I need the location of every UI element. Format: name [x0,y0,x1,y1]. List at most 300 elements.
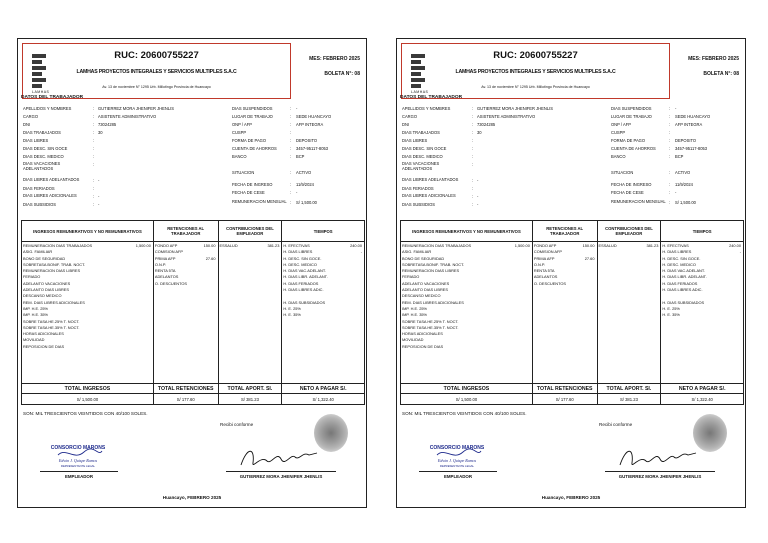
logo-text: LAMHAS [411,90,429,94]
field-separator: : [290,170,292,175]
field-label: DIAS TRABAJADOS [23,130,61,135]
field-separator: : [93,122,95,127]
line-item [599,243,660,249]
field-label: APELLIDOS Y NOMBRES [23,106,72,111]
item-label: IMP. H.E. 35% [402,312,428,318]
field-separator: : [472,130,474,135]
item-amount: 150.00 [203,243,216,248]
item-label: H. DESC. SIN GOCE. [283,255,322,261]
total-value: S/ 1,500.00 [22,394,154,405]
employer-label: EMPLEADOR [64,474,94,479]
item-label: H. E. 25% [662,305,680,311]
item-label: REPOSICION DE DIAS [402,343,444,349]
item-label: MOVILIDAD [23,337,45,343]
field-label: DIAS DESC. MEDICO [23,154,64,159]
field-label: FORMA DE PAGO [232,138,267,143]
field-separator: : [290,130,292,135]
field-separator: : [93,178,95,183]
item-label: SOBRE TASA HE.35% T. NOCT. [402,324,459,330]
item-label: PRIMA AFP [154,255,176,261]
item-label: REM. DIAS LIBRES ADICIONALES [402,299,464,305]
field-value: - [98,194,100,199]
line-item [283,312,363,318]
company-stamp [419,443,495,471]
field-label: FECHA DE INGRESO [232,182,273,187]
field-separator: : [669,130,671,135]
field-value: - [675,190,677,195]
field-value: 3457-95117-8053 [675,146,708,151]
field-label: DIAS TRABAJADOS [402,130,440,135]
total-value: S/ 1,322.40 [282,394,365,405]
totals-value-row [22,394,365,405]
field-separator: : [472,122,474,127]
total-value: S/ 177.60 [153,394,218,405]
field-separator: : [290,190,292,195]
column-retenciones [532,242,597,384]
field-value: S/ 1,500.00 [675,200,696,205]
employee-label: GUTIERREZ MORA JHENIFER JHENLIS [239,474,323,479]
field-separator: : [472,114,474,119]
item-label: ESSALUD [219,243,238,248]
field-separator: : [93,114,95,119]
field-label: CUENTA DE AHORROS [232,146,277,151]
item-label: RENTA 5TA [533,268,555,274]
line-item [662,312,742,318]
total-value: S/ 177.60 [532,394,597,405]
item-label: DESCANSO MEDICO [402,293,441,299]
employee-label: GUTIERREZ MORA JHENIFER JHENLIS [618,474,702,479]
column-tiempos [282,242,365,384]
item-amount: - [739,249,741,255]
item-label: SOBRE TASA HE.35% T. NOCT. [23,324,80,330]
field-value: - [675,106,677,111]
field-value: 30 [98,130,103,135]
field-value: SEDE HUANCAYO [296,114,332,119]
table-header: CONTRIBUCIONES DEL EMPLEADOR [218,221,282,242]
stamp-role: REPRESENTANTE LEGAL [60,464,96,468]
total-label: TOTAL APORT. SI. [597,384,661,394]
ruc-number: RUC: 20600755227 [114,50,199,61]
item-label: PRIMA AFP [533,255,555,261]
field-value: AFP INTEGRA [296,122,324,127]
item-label: H. DIAS LIBRES [662,249,692,255]
item-label: H. DIAS LIBRES ADIC. [662,287,703,293]
item-label: H. EFECTIVAS [283,243,310,248]
item-label: ADELANTO DIAS LIBRES [402,287,448,293]
field-label: DIAS LIBRES ADICIONALES [402,193,456,198]
item-label: H. DIAS FERIADOS [283,280,319,286]
employee-sign-line [605,471,715,472]
field-label: DIAS VACACIONES ADELANTADOS [402,161,440,171]
field-value: 30 [477,130,482,135]
item-label: SOBRE TASA HE.25% T. NOCT. [402,318,459,324]
item-label: ADELANTOS [154,274,179,280]
total-value: S/ 381.23 [218,394,282,405]
field-label: DIAS LIBRES [402,138,428,143]
field-label: DIAS SUSPENDIDOS [232,106,273,111]
item-label: REMUNERACION DIAS TRABAJADOS [402,243,472,248]
company-name: LAMHAS PROYECTOS INTEGRALES Y SERVICIOS MULTIPLES S.A.C [455,69,616,75]
field-separator: : [472,154,474,159]
line-item [402,344,531,350]
item-label: MOVILIDAD [402,337,424,343]
field-separator: : [290,200,292,205]
item-label: RENTA 5TA [154,268,176,274]
stamp-name: Edwin J. Quispe Ramos [437,458,477,463]
line-item [534,281,596,287]
item-label: H. DESC. SIN GOCE. [662,255,701,261]
field-value: 11/9/2024 [675,182,693,187]
field-separator: : [93,154,95,159]
stamp-company: CONSORCIO MARONS [429,445,485,451]
field-separator: : [93,202,95,207]
employee-sign-line [226,471,336,472]
item-label: H. E. 35% [662,312,680,318]
item-amount: 1,500.00 [135,243,151,248]
field-value: DEPOSITO [296,138,318,143]
place-date: Huancayo, FEBRERO 2025 [162,495,222,500]
field-separator: : [472,162,474,167]
field-separator: : [669,114,671,119]
table-body-row [401,242,744,384]
total-label: TOTAL RETENCIONES [153,384,218,394]
item-label: O.N.P. [154,261,167,267]
field-separator: : [669,146,671,151]
field-value: GUTIERREZ MORA JHENIFER JHENLIS [477,106,553,111]
item-label: ADELANTO VACACIONES [23,280,71,286]
field-label: DIAS FERIADOS [23,186,55,191]
item-label: H. DIAS SUBSIDIADOS [662,299,705,305]
boleta-number: BOLETA N°: 08 [703,71,739,77]
field-label: ONP / AFP [232,122,252,127]
field-separator: : [93,162,95,167]
field-label: DIAS SUBSIDIOS [23,202,56,207]
field-separator: : [93,130,95,135]
item-amount: 240.00 [729,243,741,248]
total-value: S/ 1,322.40 [661,394,744,405]
field-label: FECHA DE CESE [232,190,265,195]
company-name: LAMHAS PROYECTOS INTEGRALES Y SERVICIOS MULTIPLES S.A.C [76,69,237,75]
item-amount: 27.60 [205,255,216,261]
company-stamp [40,443,116,471]
stamp-role: REPRESENTANTE LEGAL [439,464,475,468]
field-label: CARGO [402,114,418,119]
logo-text: LAMHAS [32,90,50,94]
item-label: O. DESCUENTOS [154,280,188,286]
field-label: DNI [402,122,410,127]
field-label: DIAS LIBRES [23,138,49,143]
field-value: - [98,178,100,183]
total-value: S/ 381.23 [597,394,661,405]
item-label: REPOSICION DE DIAS [23,343,65,349]
field-value: BCP [675,154,684,159]
item-amount: - [360,249,362,255]
field-label: LUGAR DE TRABAJO [611,114,652,119]
field-label: DIAS DESC. MEDICO [402,154,443,159]
field-label: BANCO [232,154,247,159]
field-value: GUTIERREZ MORA JHENIFER JHENLIS [98,106,174,111]
item-label: IMP. H.E. 35% [23,312,49,318]
field-value: AFP INTEGRA [675,122,703,127]
item-label: H. DIAS VAC.ADELANT. [283,268,326,274]
field-value: - [98,202,100,207]
employer-sign-line [419,471,497,472]
column-ingresos [401,242,533,384]
field-separator: : [472,186,474,191]
boleta-number: BOLETA N°: 08 [324,71,360,77]
field-separator: : [290,146,292,151]
stamp-name: Edwin J. Quispe Ramos [58,458,98,463]
table-header: INGRESOS REMUNERATIVOS Y NO REMUNERATIVOS [401,221,533,242]
field-label: SITUACION [232,170,255,175]
field-label: APELLIDOS Y NOMBRES [402,106,451,111]
total-label: TOTAL INGRESOS [22,384,154,394]
field-value: ASISTENTE ADMINISTRATIVO [98,114,157,119]
item-label: IMP. H.E. 25% [23,305,49,311]
total-label: NETO A PAGAR S/. [661,384,744,394]
signature-stroke [620,451,696,465]
total-label: TOTAL RETENCIONES [532,384,597,394]
field-value: DEPOSITO [675,138,697,143]
field-value: - [477,178,479,183]
item-label: O. DESCUENTOS [533,280,567,286]
column-retenciones [153,242,218,384]
total-label: TOTAL INGRESOS [401,384,533,394]
table-header: RETENCIONES AL TRABAJADOR [153,221,218,242]
field-label: CUENTA DE AHORROS [611,146,656,151]
item-label: H. DIAS LIBRES ADIC. [283,287,324,293]
item-label: O.N.P. [533,261,546,267]
item-label: REMUNERACION DIAS TRABAJADOS [23,243,93,248]
table-header: CONTRIBUCIONES DEL EMPLEADOR [597,221,661,242]
item-label: H. DIAS SUBSIDIADOS [283,299,326,305]
item-label: H. E. 25% [283,305,301,311]
total-value: S/ 1,500.00 [401,394,533,405]
field-value: S/ 1,500.00 [296,200,317,205]
item-label: H. DIAS VAC.ADELANT. [662,268,705,274]
header-box [22,43,291,99]
field-value: 3457-95117-8053 [296,146,329,151]
field-separator: : [669,200,671,205]
field-value: ACTIVO [675,170,691,175]
item-label: SOBRETASA BONIF. TRAB. NOCT. [23,261,86,267]
item-label: SOBRE TASA HE.25% T. NOCT. [23,318,80,324]
field-separator: : [290,106,292,111]
field-label: DIAS DESC. SIN GOCE [402,146,447,151]
field-separator: : [93,186,95,191]
table-header: RETENCIONES AL TRABAJADOR [532,221,597,242]
field-label: CUSPP [232,130,247,135]
column-contribuciones [597,242,661,384]
item-label: ADELANTO VACACIONES [402,280,450,286]
field-separator: : [472,178,474,183]
signature-stroke [241,451,317,465]
field-label: FORMA DE PAGO [611,138,646,143]
field-label: LUGAR DE TRABAJO [232,114,273,119]
field-separator: : [669,170,671,175]
section-title: DATOS DEL TRABAJADOR [400,95,463,100]
item-label: H. E. 35% [283,312,301,318]
field-label: REMUNERACION MENSUAL [611,199,666,204]
item-label: H. DESC. MEDICO [283,261,317,267]
field-value: - [296,106,298,111]
section-title: DATOS DEL TRABAJADOR [21,95,84,100]
field-separator: : [669,190,671,195]
pay-month: MES: FEBRERO 2025 [309,56,360,62]
employee-signature [233,443,323,473]
field-label: DIAS SUSPENDIDOS [611,106,652,111]
field-label: DIAS VACACIONES ADELANTADOS [23,161,61,171]
field-label: CARGO [23,114,39,119]
employer-label: EMPLEADOR [443,474,473,479]
field-label: DIAS FERIADOS [402,186,434,191]
item-label: COMISION AFP [533,249,562,255]
field-separator: : [290,182,292,187]
stamp-company: CONSORCIO MARONS [50,445,106,451]
payslip-right [396,38,746,508]
item-label: HORAS ADICIONALES [402,331,443,337]
item-label: H. DIAS FERIADOS [662,280,698,286]
item-amount: 381.23 [646,243,659,248]
line-item [23,344,152,350]
field-separator: : [472,146,474,151]
table-header: TIEMPOS [661,221,744,242]
payroll-table [21,220,365,405]
item-label: H. EFECTIVAS [662,243,689,248]
item-label: ADELANTOS [533,274,558,280]
item-label: ADELANTO DIAS LIBRES [23,287,69,293]
field-label: ONP / AFP [611,122,631,127]
table-header: INGRESOS REMUNERATIVOS Y NO REMUNERATIVOS [22,221,154,242]
field-label: BANCO [611,154,626,159]
field-label: DIAS SUBSIDIOS [402,202,435,207]
field-label: FECHA DE CESE [611,190,644,195]
payroll-table [400,220,744,405]
field-label: SITUACION [611,170,634,175]
table-body-row [22,242,365,384]
field-label: DIAS DESC. SIN GOCE [23,146,68,151]
item-label: H. DIAS LIBR. ADELANT. [662,274,707,280]
field-separator: : [669,182,671,187]
totals-label-row [401,384,744,394]
payslip-left [17,38,367,508]
line-item [155,281,217,287]
field-value: 73024285 [98,122,117,127]
item-label: FONDO AFP [533,243,557,248]
item-label: FERIADO [402,274,420,280]
item-amount: 1,500.00 [514,243,530,248]
table-header-row [22,221,365,242]
total-label: TOTAL APORT. SI. [218,384,282,394]
field-separator: : [290,154,292,159]
item-label: IMP. H.E. 25% [402,305,428,311]
field-separator: : [472,138,474,143]
column-ingresos [22,242,154,384]
column-contribuciones [218,242,282,384]
total-label: NETO A PAGAR S/. [282,384,365,394]
field-value: - [296,190,298,195]
item-amount: 381.23 [267,243,280,248]
employee-signature [612,443,702,473]
line-item [220,243,281,249]
field-separator: : [669,138,671,143]
received-label: Recibi conforme [220,422,254,427]
totals-label-row [22,384,365,394]
item-label: ASIG. FAMILIAR [402,249,432,255]
field-separator: : [93,138,95,143]
table-header-row [401,221,744,242]
item-label: REMUNERACION DIAS LIBRES [402,268,460,274]
received-label: Recibi conforme [599,422,633,427]
field-separator: : [93,146,95,151]
item-label: H. DESC. MEDICO [662,261,696,267]
field-value: BCP [296,154,305,159]
field-label: DNI [23,122,31,127]
field-separator: : [472,194,474,199]
amount-in-words: SON: MIL TRESCIENTOS VEINTIDOS CON 40/100 SOLES. [23,411,148,416]
item-label: REMUNERACION DIAS LIBRES [23,268,81,274]
column-tiempos [661,242,744,384]
pay-month: MES: FEBRERO 2025 [688,56,739,62]
field-label: DIAS LIBRES ADICIONALES [23,193,77,198]
company-address: Av. 13 de noviembre N° 1295 Urb. Millotingo Provincia de Huancayo [481,85,590,89]
item-label: H. DIAS LIBRES [283,249,313,255]
item-label: SOBRETASA BONIF. TRAB. NOCT. [402,261,465,267]
logo-bar [411,78,425,82]
item-label: DESCANSO MEDICO [23,293,62,299]
company-address: Av. 13 de noviembre N° 1295 Urb. Millotingo Provincia de Huancayo [102,85,211,89]
field-label: REMUNERACION MENSUAL [232,199,287,204]
item-label: ASIG. FAMILIAR [23,249,53,255]
item-amount: 27.60 [584,255,595,261]
ruc-number: RUC: 20600755227 [493,50,578,61]
field-value: ASISTENTE ADMINISTRATIVO [477,114,536,119]
header-box [401,43,670,99]
item-label: BONO DE SEGURIDAD [402,255,445,261]
totals-value-row [401,394,744,405]
employer-sign-line [40,471,118,472]
field-value: SEDE HUANCAYO [675,114,711,119]
amount-in-words: SON: MIL TRESCIENTOS VEINTIDOS CON 40/100 SOLES. [402,411,527,416]
field-separator: : [290,138,292,143]
field-value: 73024285 [477,122,496,127]
item-label: FERIADO [23,274,41,280]
field-value: 11/9/2024 [296,182,314,187]
field-separator: : [472,106,474,111]
table-header: TIEMPOS [282,221,365,242]
field-separator: : [93,106,95,111]
field-separator: : [290,114,292,119]
logo-bar [32,78,46,82]
item-label: COMISION AFP [154,249,183,255]
field-value: - [477,194,479,199]
field-value: - [477,202,479,207]
field-label: FECHA DE INGRESO [611,182,652,187]
field-separator: : [472,202,474,207]
field-label: CUSPP [611,130,626,135]
field-separator: : [669,106,671,111]
item-amount: 240.00 [350,243,362,248]
item-label: FONDO AFP [154,243,178,248]
item-label: ESSALUD [598,243,617,248]
item-label: H. DIAS LIBR. ADELANT. [283,274,328,280]
item-amount: 150.00 [582,243,595,248]
place-date: Huancayo, FEBRERO 2025 [541,495,601,500]
item-label: HORAS ADICIONALES [23,331,64,337]
field-label: DIAS LIBRES ADELANTADOS [23,177,80,182]
field-value: ACTIVO [296,170,312,175]
item-label: BONO DE SEGURIDAD [23,255,66,261]
